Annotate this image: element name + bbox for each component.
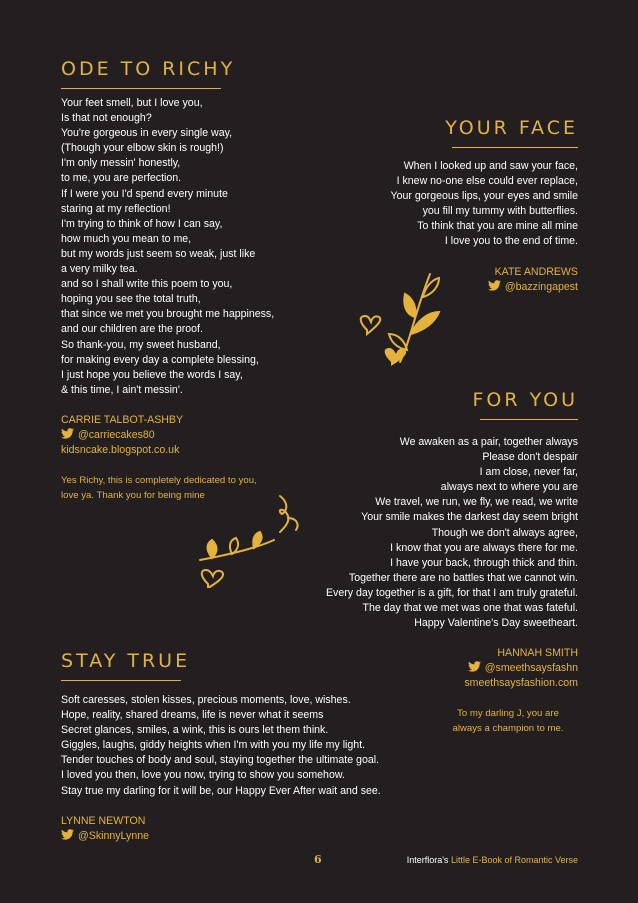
poem-line: Every day together is a gift, for that I am truly grateful. bbox=[325, 586, 578, 599]
stay-divider bbox=[61, 680, 181, 681]
poem-line: Your gorgeous lips, your eyes and smile bbox=[390, 190, 578, 203]
floral-doodle bbox=[192, 488, 302, 588]
ode-handle: @carriecakes80 bbox=[78, 428, 155, 441]
heart-doodle bbox=[385, 348, 406, 366]
poem-line: To think that you are mine all mine bbox=[417, 220, 578, 233]
footer-brand-title: Little E-Book of Romantic Verse bbox=[450, 855, 578, 865]
heart-doodle bbox=[361, 316, 381, 334]
foryou-author: HANNAH SMITH bbox=[497, 647, 578, 660]
ode-title: ODE TO RICHY bbox=[61, 58, 236, 80]
stay-title: STAY TRUE bbox=[61, 650, 191, 672]
foryou-note-line: To my darling J, you are bbox=[457, 707, 559, 719]
poem-line: always next to where you are bbox=[440, 481, 578, 494]
footer-brand-prefix: Interflora's bbox=[406, 855, 451, 865]
ode-note-line: love ya. Thank you for being mine bbox=[61, 490, 205, 502]
floral-doodle bbox=[355, 262, 445, 372]
poem-line: I'm only messin' honestly, bbox=[61, 157, 181, 170]
poem-line: staring at my reflection! bbox=[61, 202, 171, 215]
poem-line: The day that we met was one that was fateful. bbox=[362, 602, 578, 615]
twitter-icon bbox=[468, 661, 481, 672]
poem-line: Hope, reality, shared dreams, life is never what it seems bbox=[61, 709, 324, 722]
stay-handle: @SkinnyLynne bbox=[78, 829, 150, 842]
poem-line: (Though your elbow skin is rough!) bbox=[61, 142, 224, 155]
poem-line: Is that not enough? bbox=[61, 112, 152, 125]
stay-handle-row[interactable] bbox=[61, 829, 421, 844]
stay-poem bbox=[61, 693, 421, 799]
poem-line: Soft caresses, stolen kisses, precious moments, love, wishes. bbox=[61, 694, 351, 706]
poem-line: to me, you are perfection. bbox=[61, 172, 182, 185]
foryou-divider bbox=[480, 419, 578, 420]
ode-divider bbox=[61, 88, 221, 89]
foryou-handle: @smeethsaysfashn bbox=[484, 662, 578, 675]
ode-note-line: Yes Richy, this is completely dedicated to you, bbox=[61, 475, 257, 487]
ode-site-link[interactable]: kidsncake.blogspot.co.uk bbox=[61, 444, 180, 457]
heart-doodle bbox=[202, 570, 223, 588]
poem-line: a very milky tea. bbox=[61, 263, 138, 276]
poem-line: I am close, never far, bbox=[479, 466, 578, 479]
poem-line: I knew no-one else could ever replace, bbox=[396, 175, 578, 188]
poem-line: I know that you are always there for me. bbox=[390, 541, 578, 554]
face-divider bbox=[452, 147, 578, 148]
poem-line: You're gorgeous in every single way, bbox=[61, 127, 233, 140]
poem-line: I just hope you believe the words I say, bbox=[61, 368, 243, 381]
ode-author: CARRIE TALBOT-ASHBY bbox=[61, 413, 184, 426]
page-number: 6 bbox=[314, 853, 322, 866]
poem-line: but my words just seem so weak, just like bbox=[61, 247, 256, 260]
poem-line: We awaken as a pair, together always bbox=[399, 436, 578, 448]
poem-line: and so I shall write this poem to you, bbox=[61, 278, 233, 291]
poem-line: I have your back, through thick and thin. bbox=[390, 556, 578, 569]
poem-line: how much you mean to me, bbox=[61, 232, 192, 245]
poem-line: you fill my tummy with butterflies. bbox=[422, 205, 578, 218]
foryou-note-line: always a champion to me. bbox=[452, 722, 564, 734]
poem-line: Together there are no battles that we cannot win. bbox=[348, 571, 578, 584]
stay-author: LYNNE NEWTON bbox=[61, 814, 146, 827]
face-handle: @bazzingapest bbox=[504, 280, 578, 293]
poem-line: Your smile makes the darkest day seem bright bbox=[361, 511, 578, 524]
twitter-icon bbox=[61, 829, 74, 840]
poem-line: I'm trying to think of how I can say, bbox=[61, 217, 223, 230]
twitter-icon bbox=[61, 428, 74, 439]
foryou-poem bbox=[258, 435, 578, 631]
face-title: YOUR FACE bbox=[445, 117, 578, 139]
poem-line: Though we don't always agree, bbox=[431, 526, 578, 539]
poem-line: Tender touches of body and soul, staying together the ultimate goal. bbox=[61, 754, 380, 767]
poem-line: We travel, we run, we fly, we read, we write bbox=[375, 496, 578, 509]
poem-line: Stay true my darling for it will be, our Happy Ever After wait and see. bbox=[61, 784, 381, 797]
poem-line: I loved you then, love you now, trying to show you somehow. bbox=[61, 769, 345, 782]
footer-brand bbox=[407, 855, 578, 865]
stay-section bbox=[61, 652, 421, 844]
poem-line: Happy Valentine's Day sweetheart. bbox=[414, 617, 578, 630]
poem-line: Your feet smell, but I love you, bbox=[61, 97, 203, 109]
ode-poem bbox=[61, 96, 321, 398]
foryou-title: FOR YOU bbox=[472, 389, 578, 411]
poem-line: hoping you see the total truth, bbox=[61, 293, 201, 306]
poem-line: I love you to the end of time. bbox=[444, 235, 578, 248]
poem-line: Giggles, laughs, giddy heights when I'm with you my life my light. bbox=[61, 739, 366, 752]
poem-line: Please don't despair bbox=[482, 451, 578, 464]
poem-line: that since we met you brought me happiness, bbox=[61, 308, 275, 321]
poem-line: So thank-you, my sweet husband, bbox=[61, 338, 221, 351]
face-poem bbox=[318, 159, 578, 250]
poem-line: for making every day a complete blessing, bbox=[61, 353, 259, 366]
poem-line: If I were you I'd spend every minute bbox=[61, 187, 228, 200]
face-author: KATE ANDREWS bbox=[494, 265, 578, 278]
poem-line: When I looked up and saw your face, bbox=[403, 160, 578, 172]
poem-line: Secret glances, smiles, a wink, this is ours let them think. bbox=[61, 724, 329, 737]
poem-line: and our children are the proof. bbox=[61, 323, 203, 336]
foryou-site-link[interactable]: smeethsaysfashion.com bbox=[464, 677, 578, 690]
poem-line: & this time, I ain't messin'. bbox=[61, 383, 183, 396]
twitter-icon bbox=[488, 280, 501, 291]
